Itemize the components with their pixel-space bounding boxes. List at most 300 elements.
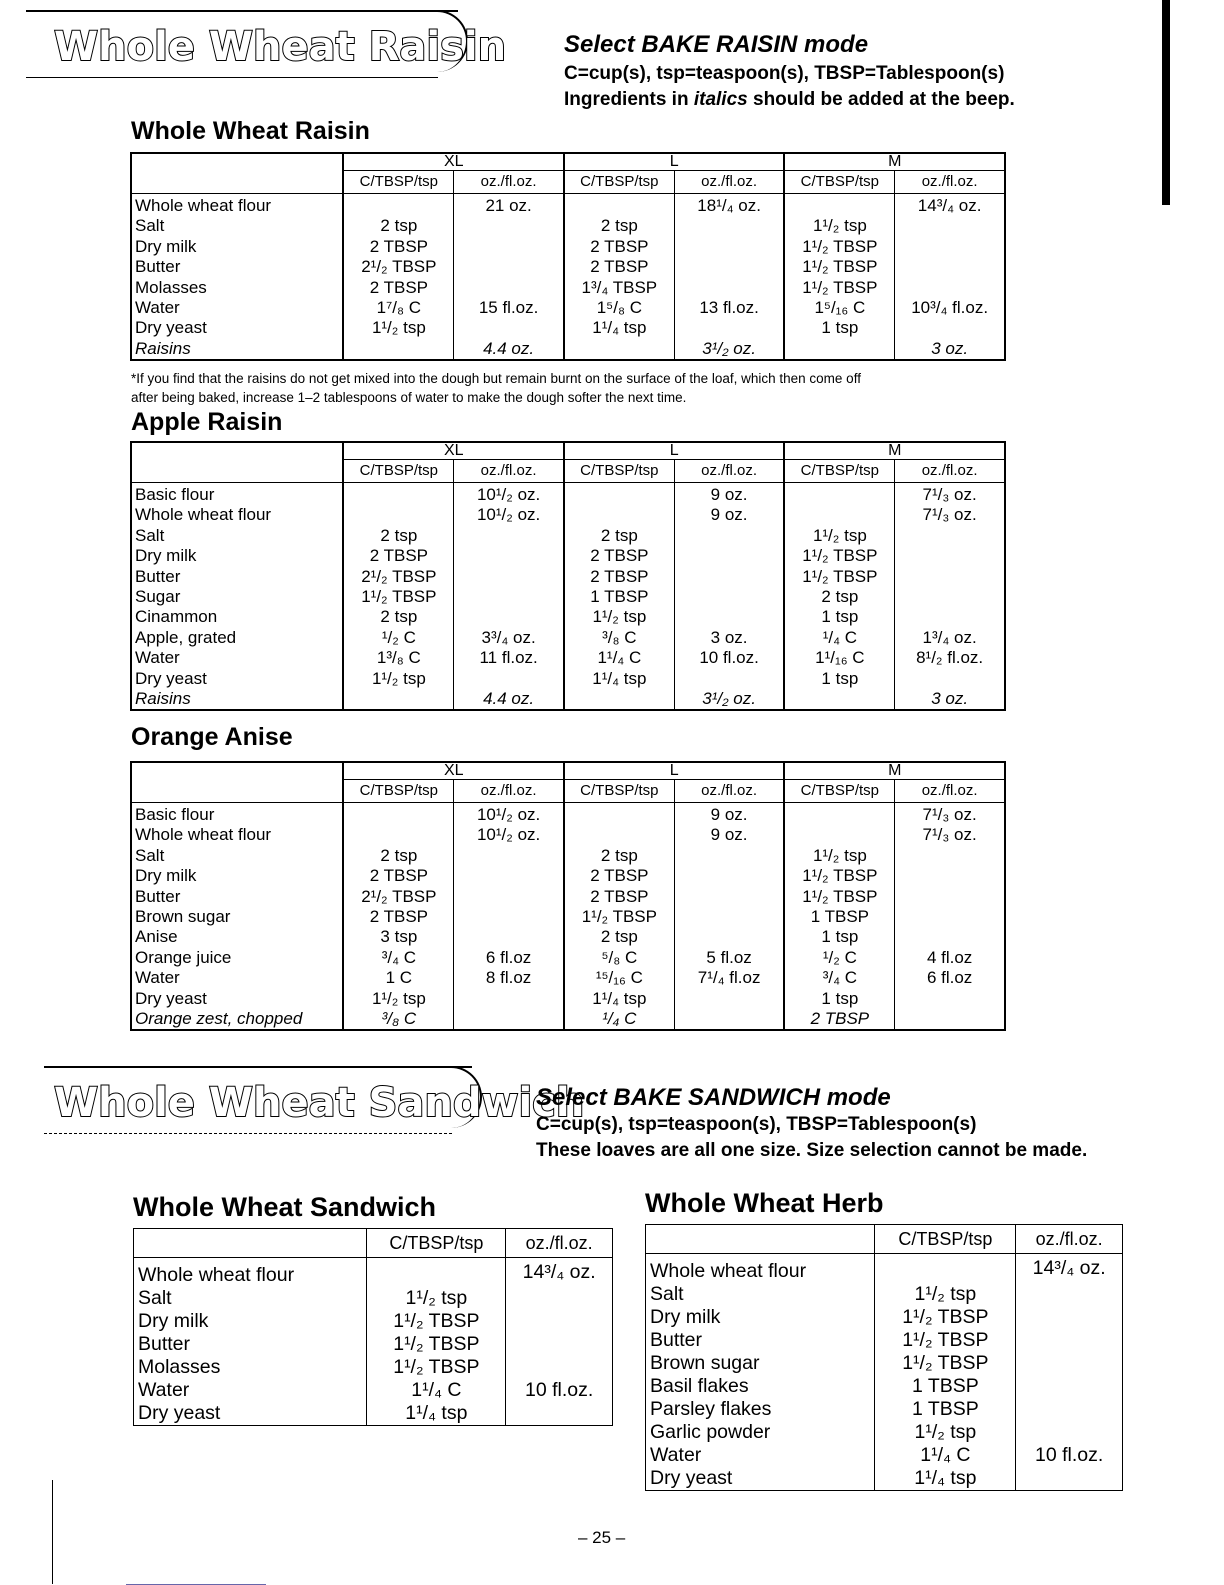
weight-cell bbox=[506, 1310, 613, 1333]
weight-cell: 14³/₄ oz. bbox=[1016, 1254, 1123, 1284]
table-row bbox=[131, 846, 1005, 866]
table-apple-raisin bbox=[130, 441, 1006, 711]
weight-cell-l bbox=[674, 257, 784, 277]
table-whole-wheat-raisin bbox=[130, 152, 1006, 361]
volume-cell-l bbox=[564, 339, 674, 360]
table-row bbox=[131, 216, 1005, 236]
weight-cell bbox=[506, 1333, 613, 1356]
volume-cell-m: 1¹/₂ TBSP bbox=[784, 278, 894, 298]
table-row bbox=[646, 1283, 1123, 1306]
weight-cell-m: 7¹/₃ oz. bbox=[895, 483, 1005, 506]
ingredient-name: Brown sugar bbox=[135, 907, 231, 927]
volume-cell-m: 1¹/₂ TBSP bbox=[784, 237, 894, 257]
table-title-apple-raisin: Apple Raisin bbox=[131, 408, 283, 436]
weight-header-l: oz./fl.oz. bbox=[674, 460, 784, 483]
weight-cell-m: 8¹/₂ fl.oz. bbox=[895, 648, 1005, 668]
volume-cell: 1 TBSP bbox=[875, 1398, 1016, 1421]
volume-cell-l: 1¹/₄ C bbox=[564, 648, 674, 668]
volume-cell: 1¹/₂ TBSP bbox=[875, 1306, 1016, 1329]
weight-cell-xl bbox=[454, 907, 564, 927]
table-row bbox=[134, 1310, 613, 1333]
volume-cell-l bbox=[564, 803, 674, 826]
ingredient-name: Raisins bbox=[135, 689, 191, 709]
table-title-whole-wheat-sandwich: Whole Wheat Sandwich bbox=[133, 1192, 437, 1222]
weight-cell-l bbox=[674, 237, 784, 257]
volume-cell-xl: 2 TBSP bbox=[343, 546, 453, 566]
weight-cell-xl bbox=[454, 669, 564, 689]
weight-header-l: oz./fl.oz. bbox=[674, 780, 784, 803]
table-row bbox=[131, 648, 1005, 668]
volume-cell-l: 1³/₄ TBSP bbox=[564, 278, 674, 298]
weight-cell-m bbox=[895, 567, 1005, 587]
volume-cell-xl bbox=[343, 689, 453, 710]
volume-cell-xl: 1¹/₂ tsp bbox=[343, 669, 453, 689]
raisin-note-line2: after being baked, increase 1–2 tablespoons of water to make the dough softer the next time. bbox=[131, 390, 687, 405]
volume-cell: 1¹/₂ tsp bbox=[367, 1287, 506, 1310]
weight-cell-m: 4 fl.oz bbox=[895, 948, 1005, 968]
volume-cell: 1¹/₂ TBSP bbox=[367, 1356, 506, 1379]
table-row bbox=[131, 505, 1005, 525]
weight-cell bbox=[1016, 1398, 1123, 1421]
volume-cell-l: 1¹/₂ TBSP bbox=[564, 907, 674, 927]
ingredient-name: Basil flakes bbox=[650, 1375, 749, 1397]
ingredient-name: Parsley flakes bbox=[650, 1398, 772, 1420]
volume-cell-m: 1¹/₂ TBSP bbox=[784, 257, 894, 277]
ingredient-name: Whole wheat flour bbox=[135, 825, 272, 845]
volume-cell-m: 1¹/₂ TBSP bbox=[784, 567, 894, 587]
volume-cell: 1¹/₂ TBSP bbox=[367, 1310, 506, 1333]
raisin-note-line1: *If you find that the raisins do not get mixed into the dough but remain burnt on the surface of the loaf, which then come off bbox=[131, 371, 861, 386]
weight-cell-xl: 10¹/₂ oz. bbox=[454, 803, 564, 826]
weight-cell-m: 7¹/₃ oz. bbox=[895, 803, 1005, 826]
mode-title-raisin: Select BAKE RAISIN mode bbox=[564, 31, 869, 58]
table-row bbox=[646, 1421, 1123, 1444]
table-row bbox=[134, 1402, 613, 1426]
ingredient-name: Butter bbox=[135, 566, 181, 586]
weight-cell-l bbox=[674, 846, 784, 866]
ingredient-name: Whole wheat flour bbox=[138, 1264, 295, 1286]
size-header-xl: XL bbox=[343, 442, 564, 460]
ingredient-name: Water bbox=[138, 1379, 190, 1401]
size-header-row bbox=[131, 762, 1005, 780]
weight-cell-m bbox=[895, 866, 1005, 886]
ingredient-name: Salt bbox=[135, 845, 165, 865]
volume-cell-xl: 1 C bbox=[343, 968, 453, 988]
volume-header-l: C/TBSP/tsp bbox=[564, 460, 674, 483]
weight-cell-m bbox=[895, 216, 1005, 236]
header-blank bbox=[646, 1225, 875, 1254]
weight-cell: 10 fl.oz. bbox=[506, 1379, 613, 1402]
weight-cell-xl bbox=[454, 1009, 564, 1030]
size-header-xl: XL bbox=[343, 153, 564, 171]
volume-cell-l: 2 TBSP bbox=[564, 887, 674, 907]
table-row bbox=[134, 1356, 613, 1379]
table-row bbox=[646, 1467, 1123, 1491]
volume-cell-xl: 2 TBSP bbox=[343, 237, 453, 257]
weight-cell-l: 9 oz. bbox=[674, 803, 784, 826]
weight-header-xl: oz./fl.oz. bbox=[454, 780, 564, 803]
volume-cell-m: 2 TBSP bbox=[784, 1009, 894, 1030]
weight-cell-m: 10³/₄ fl.oz. bbox=[895, 298, 1005, 318]
table-title-whole-wheat-raisin: Whole Wheat Raisin bbox=[131, 117, 370, 145]
ingredient-name: Butter bbox=[138, 1333, 191, 1355]
weight-cell-l bbox=[674, 669, 784, 689]
weight-cell-m: 3 oz. bbox=[895, 339, 1005, 360]
weight-cell-l: 18¹/₄ oz. bbox=[674, 194, 784, 217]
volume-cell: 1¹/₂ tsp bbox=[875, 1283, 1016, 1306]
volume-cell-xl: 1¹/₂ TBSP bbox=[343, 587, 453, 607]
volume-cell-l: 2 tsp bbox=[564, 846, 674, 866]
volume-cell-l: 2 TBSP bbox=[564, 546, 674, 566]
weight-cell-xl: 6 fl.oz bbox=[454, 948, 564, 968]
size-header-m: M bbox=[784, 153, 1005, 171]
weight-cell-m: 7¹/₃ oz. bbox=[895, 505, 1005, 525]
ingredient-name: Dry milk bbox=[135, 546, 197, 566]
weight-cell-xl: 15 fl.oz. bbox=[454, 298, 564, 318]
ingredient-name: Dry yeast bbox=[135, 668, 207, 688]
ingredient-name: Salt bbox=[135, 216, 165, 236]
banner-underline bbox=[26, 77, 438, 78]
ingredient-name: Butter bbox=[650, 1329, 703, 1351]
weight-cell bbox=[1016, 1283, 1123, 1306]
banner-underline bbox=[44, 1133, 452, 1134]
weight-cell-l bbox=[674, 216, 784, 236]
weight-cell-m bbox=[895, 318, 1005, 338]
volume-header: C/TBSP/tsp bbox=[367, 1229, 506, 1258]
weight-cell-l bbox=[674, 278, 784, 298]
volume-cell-l: 2 TBSP bbox=[564, 257, 674, 277]
ingredient-name: Apple, grated bbox=[135, 627, 237, 647]
table-row bbox=[131, 237, 1005, 257]
ingredient-name: Raisins bbox=[135, 338, 191, 358]
table-row bbox=[131, 968, 1005, 988]
volume-cell-l: 1¹/₄ tsp bbox=[564, 318, 674, 338]
header-blank bbox=[131, 762, 343, 803]
weight-header-m: oz./fl.oz. bbox=[895, 780, 1005, 803]
table-row bbox=[131, 567, 1005, 587]
ingredient-name: Anise bbox=[135, 927, 178, 947]
weight-cell bbox=[506, 1402, 613, 1426]
weight-cell-xl: 21 oz. bbox=[454, 194, 564, 217]
volume-cell-m bbox=[784, 825, 894, 845]
table-row bbox=[131, 825, 1005, 845]
weight-cell-xl bbox=[454, 607, 564, 627]
volume-cell-l bbox=[564, 825, 674, 845]
table-row bbox=[131, 278, 1005, 298]
volume-cell-m: 1 tsp bbox=[784, 669, 894, 689]
ingredient-name: Water bbox=[135, 648, 180, 668]
table-row bbox=[646, 1352, 1123, 1375]
volume-cell-m bbox=[784, 505, 894, 525]
volume-cell-l: 1¹/₂ tsp bbox=[564, 607, 674, 627]
weight-cell-xl bbox=[454, 318, 564, 338]
weight-cell-l: 13 fl.oz. bbox=[674, 298, 784, 318]
volume-cell-m: 1¹/₂ TBSP bbox=[784, 866, 894, 886]
volume-cell-m: 1 tsp bbox=[784, 318, 894, 338]
ingredient-name: Dry milk bbox=[650, 1306, 721, 1328]
weight-cell-l bbox=[674, 887, 784, 907]
table-row bbox=[131, 689, 1005, 710]
weight-cell-l bbox=[674, 318, 784, 338]
volume-cell bbox=[367, 1258, 506, 1288]
volume-header-l: C/TBSP/tsp bbox=[564, 171, 674, 194]
volume-cell-l bbox=[564, 689, 674, 710]
weight-cell-m bbox=[895, 989, 1005, 1009]
page-left-rule bbox=[52, 1480, 53, 1584]
ingredient-name: Dry yeast bbox=[135, 318, 207, 338]
ingredient-name: Dry yeast bbox=[138, 1402, 221, 1424]
weight-cell-m bbox=[895, 607, 1005, 627]
volume-cell-l: 1¹/₄ tsp bbox=[564, 989, 674, 1009]
page-number: – 25 – bbox=[578, 1528, 626, 1547]
volume-cell-l: 2 tsp bbox=[564, 927, 674, 947]
weight-cell-xl: 4.4 oz. bbox=[454, 339, 564, 360]
weight-header-l: oz./fl.oz. bbox=[674, 171, 784, 194]
volume-cell-xl: 3 tsp bbox=[343, 927, 453, 947]
weight-cell-m bbox=[895, 846, 1005, 866]
ingredient-name: Garlic powder bbox=[650, 1421, 771, 1443]
ingredient-name: Salt bbox=[135, 525, 165, 545]
weight-cell-l bbox=[674, 989, 784, 1009]
volume-cell-m: 1⁵/₁₆ C bbox=[784, 298, 894, 318]
weight-cell-m bbox=[895, 1009, 1005, 1030]
volume-cell-xl: 2 TBSP bbox=[343, 866, 453, 886]
table-row bbox=[134, 1333, 613, 1356]
weight-cell-xl: 11 fl.oz. bbox=[454, 648, 564, 668]
volume-cell-m: 1 tsp bbox=[784, 989, 894, 1009]
volume-cell: 1¹/₂ TBSP bbox=[875, 1352, 1016, 1375]
size-header-l: L bbox=[564, 153, 785, 171]
volume-cell-l: 1 TBSP bbox=[564, 587, 674, 607]
weight-cell-m bbox=[895, 278, 1005, 298]
weight-cell-m bbox=[895, 546, 1005, 566]
weight-cell-xl: 10¹/₂ oz. bbox=[454, 825, 564, 845]
ingredient-name: Dry yeast bbox=[135, 988, 207, 1008]
weight-cell-xl bbox=[454, 216, 564, 236]
volume-cell-xl: 2¹/₂ TBSP bbox=[343, 567, 453, 587]
volume-cell-xl bbox=[343, 194, 453, 217]
table-row bbox=[646, 1444, 1123, 1467]
size-header-xl: XL bbox=[343, 762, 564, 780]
ingredient-name: Dry milk bbox=[135, 866, 197, 886]
volume-cell: 1¹/₄ tsp bbox=[875, 1467, 1016, 1491]
weight-cell-l: 10 fl.oz. bbox=[674, 648, 784, 668]
volume-cell-xl: 2 TBSP bbox=[343, 907, 453, 927]
table-title-orange-anise: Orange Anise bbox=[131, 723, 293, 751]
italics-line-pre: Ingredients in bbox=[564, 89, 694, 110]
ingredient-name: Water bbox=[650, 1444, 702, 1466]
ingredient-name: Cinammon bbox=[135, 607, 218, 627]
weight-cell-l: 3¹/₂ oz. bbox=[674, 339, 784, 360]
volume-cell-xl: ³/₄ C bbox=[343, 948, 453, 968]
table-row bbox=[131, 669, 1005, 689]
ingredient-name: Dry milk bbox=[138, 1310, 209, 1332]
weight-header: oz./fl.oz. bbox=[1016, 1225, 1123, 1254]
table-title-whole-wheat-herb: Whole Wheat Herb bbox=[645, 1188, 884, 1218]
weight-cell-xl bbox=[454, 546, 564, 566]
volume-cell-xl: 1⁷/₈ C bbox=[343, 298, 453, 318]
volume-cell-l: ¹/₄ C bbox=[564, 1009, 674, 1030]
weight-cell-l bbox=[674, 567, 784, 587]
table-row bbox=[131, 607, 1005, 627]
weight-cell-xl bbox=[454, 526, 564, 546]
volume-cell: 1¹/₂ TBSP bbox=[367, 1333, 506, 1356]
volume-header: C/TBSP/tsp bbox=[875, 1225, 1016, 1254]
volume-cell-xl bbox=[343, 825, 453, 845]
weight-cell-m: 6 fl.oz bbox=[895, 968, 1005, 988]
weight-cell-xl bbox=[454, 989, 564, 1009]
volume-cell-m: 1¹/₂ tsp bbox=[784, 846, 894, 866]
weight-cell-xl bbox=[454, 866, 564, 886]
weight-cell bbox=[1016, 1421, 1123, 1444]
size-header-l: L bbox=[564, 762, 785, 780]
volume-cell-m: 1 TBSP bbox=[784, 907, 894, 927]
weight-cell-xl bbox=[454, 846, 564, 866]
italics-word: italics bbox=[693, 89, 748, 110]
weight-cell-l bbox=[674, 546, 784, 566]
volume-cell-m: 1 tsp bbox=[784, 927, 894, 947]
volume-cell-l bbox=[564, 483, 674, 506]
volume-cell-xl: 2¹/₂ TBSP bbox=[343, 257, 453, 277]
weight-cell-m bbox=[895, 237, 1005, 257]
weight-cell-xl: 4.4 oz. bbox=[454, 689, 564, 710]
volume-cell-xl bbox=[343, 483, 453, 506]
table-row bbox=[131, 628, 1005, 648]
volume-cell: 1¹/₂ tsp bbox=[875, 1421, 1016, 1444]
weight-cell bbox=[1016, 1329, 1123, 1352]
weight-cell-l: 3¹/₂ oz. bbox=[674, 689, 784, 710]
header-blank bbox=[131, 442, 343, 483]
weight-cell-m bbox=[895, 587, 1005, 607]
units-line-sandwich: C=cup(s), tsp=teaspoon(s), TBSP=Tablespoon(s) bbox=[536, 1114, 977, 1135]
volume-cell-l: 1⁵/₈ C bbox=[564, 298, 674, 318]
size-header-row bbox=[131, 153, 1005, 171]
volume-cell-m: ¹/₄ C bbox=[784, 628, 894, 648]
weight-cell bbox=[1016, 1306, 1123, 1329]
unit-header-row bbox=[646, 1225, 1123, 1254]
volume-cell: 1¹/₄ C bbox=[367, 1379, 506, 1402]
ingredient-name: Orange zest, chopped bbox=[135, 1009, 303, 1029]
weight-cell-m bbox=[895, 257, 1005, 277]
table-row bbox=[131, 866, 1005, 886]
weight-cell: 14³/₄ oz. bbox=[506, 1258, 613, 1288]
volume-cell-l: ³/₈ C bbox=[564, 628, 674, 648]
weight-cell-l bbox=[674, 1009, 784, 1030]
ingredient-name: Salt bbox=[650, 1283, 684, 1305]
weight-cell-m: 7¹/₃ oz. bbox=[895, 825, 1005, 845]
size-header-m: M bbox=[784, 762, 1005, 780]
ingredient-name: Water bbox=[135, 298, 180, 318]
table-row bbox=[131, 318, 1005, 338]
volume-cell-xl: ¹/₂ C bbox=[343, 628, 453, 648]
table-row bbox=[646, 1329, 1123, 1352]
table-orange-anise bbox=[130, 761, 1006, 1031]
volume-cell-l: 2 TBSP bbox=[564, 567, 674, 587]
ingredient-name: Basic flour bbox=[135, 805, 215, 824]
table-row bbox=[131, 927, 1005, 947]
weight-header-xl: oz./fl.oz. bbox=[454, 171, 564, 194]
weight-cell-m: 14³/₄ oz. bbox=[895, 194, 1005, 217]
weight-cell-xl bbox=[454, 567, 564, 587]
ingredient-name: Butter bbox=[135, 886, 181, 906]
weight-cell-m bbox=[895, 669, 1005, 689]
volume-cell-m bbox=[784, 483, 894, 506]
weight-cell-l bbox=[674, 607, 784, 627]
weight-header: oz./fl.oz. bbox=[506, 1229, 613, 1258]
size-line: These loaves are all one size. Size selection cannot be made. bbox=[536, 1140, 1088, 1161]
units-line-raisin: C=cup(s), tsp=teaspoon(s), TBSP=Tablespoon(s) bbox=[564, 63, 1005, 84]
ingredient-name: Dry yeast bbox=[650, 1467, 733, 1489]
weight-cell-xl bbox=[454, 587, 564, 607]
volume-cell-xl bbox=[343, 803, 453, 826]
volume-cell bbox=[875, 1254, 1016, 1284]
table-row bbox=[131, 1009, 1005, 1030]
table-row bbox=[134, 1379, 613, 1402]
weight-cell-xl bbox=[454, 237, 564, 257]
volume-cell-xl: 2 tsp bbox=[343, 607, 453, 627]
volume-cell-l bbox=[564, 194, 674, 217]
weight-cell-l: 3 oz. bbox=[674, 628, 784, 648]
table-row bbox=[131, 887, 1005, 907]
volume-cell-xl bbox=[343, 505, 453, 525]
weight-cell-l: 9 oz. bbox=[674, 483, 784, 506]
weight-cell-m bbox=[895, 526, 1005, 546]
volume-cell-m: 1¹/₂ TBSP bbox=[784, 887, 894, 907]
volume-cell-m bbox=[784, 803, 894, 826]
weight-cell bbox=[506, 1356, 613, 1379]
volume-header-m: C/TBSP/tsp bbox=[784, 780, 894, 803]
size-header-m: M bbox=[784, 442, 1005, 460]
weight-cell-l bbox=[674, 587, 784, 607]
weight-cell-m bbox=[895, 907, 1005, 927]
italics-line-post: should be added at the beep. bbox=[747, 89, 1015, 110]
volume-cell-xl: 1¹/₂ tsp bbox=[343, 318, 453, 338]
table-row bbox=[131, 803, 1005, 826]
table-row bbox=[134, 1258, 613, 1288]
weight-cell-l: 7¹/₄ fl.oz bbox=[674, 968, 784, 988]
weight-cell-m bbox=[895, 927, 1005, 947]
volume-cell-m: 2 tsp bbox=[784, 587, 894, 607]
volume-cell-m: 1¹/₂ tsp bbox=[784, 216, 894, 236]
table-row bbox=[134, 1287, 613, 1310]
weight-cell-xl bbox=[454, 278, 564, 298]
table-row bbox=[131, 587, 1005, 607]
italics-line bbox=[564, 89, 1015, 111]
volume-cell: 1 TBSP bbox=[875, 1375, 1016, 1398]
weight-cell-xl bbox=[454, 887, 564, 907]
volume-header-m: C/TBSP/tsp bbox=[784, 460, 894, 483]
weight-cell-xl: 10¹/₂ oz. bbox=[454, 505, 564, 525]
volume-cell-xl bbox=[343, 339, 453, 360]
volume-cell-m: 1 tsp bbox=[784, 607, 894, 627]
header-blank bbox=[134, 1229, 367, 1258]
weight-cell: 10 fl.oz. bbox=[1016, 1444, 1123, 1467]
ingredient-name: Brown sugar bbox=[650, 1352, 760, 1374]
weight-cell-m: 1³/₄ oz. bbox=[895, 628, 1005, 648]
ingredient-name: Basic flour bbox=[135, 485, 215, 504]
ingredient-name: Molasses bbox=[135, 277, 207, 297]
weight-cell-l: 5 fl.oz bbox=[674, 948, 784, 968]
table-whole-wheat-herb bbox=[645, 1224, 1123, 1491]
volume-cell-m: 1¹/₂ tsp bbox=[784, 526, 894, 546]
ingredient-name: Whole wheat flour bbox=[135, 505, 272, 525]
banner-title-raisin: Whole Wheat Raisin bbox=[54, 24, 507, 70]
volume-cell-m bbox=[784, 194, 894, 217]
volume-header-m: C/TBSP/tsp bbox=[784, 171, 894, 194]
weight-cell-xl: 8 fl.oz bbox=[454, 968, 564, 988]
weight-cell-l: 9 oz. bbox=[674, 505, 784, 525]
header-blank bbox=[131, 153, 343, 194]
